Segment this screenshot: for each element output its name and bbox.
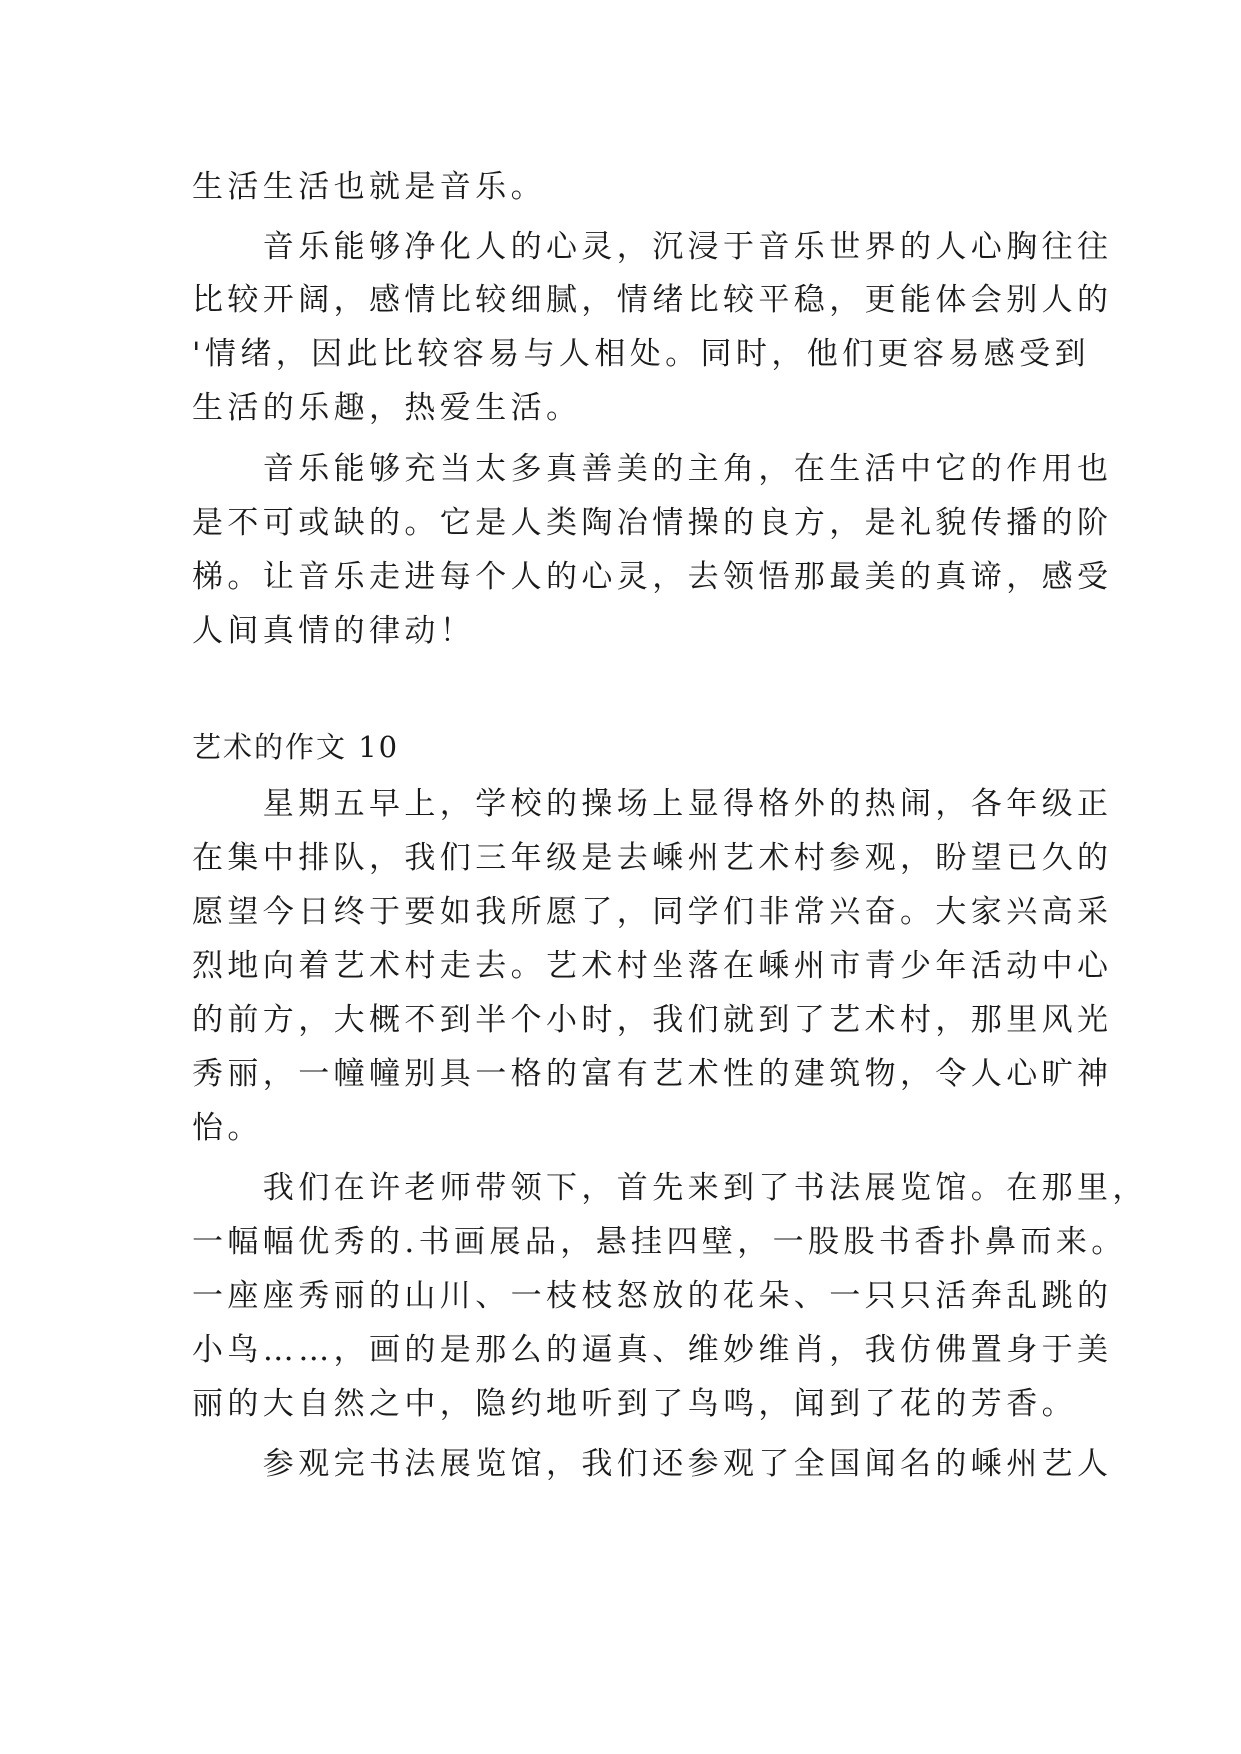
paragraph-line: 参观完书法展览馆，我们还参观了全国闻名的嵊州艺人 (192, 1446, 1113, 1482)
paragraph-line: 梯。让音乐走进每个人的心灵，去领悟那最美的真谛，感受 (192, 559, 1113, 595)
paragraph-line: '情绪，因此比较容易与人相处。同时，他们更容易感受到 (192, 336, 1090, 372)
paragraph-line: 星期五早上，学校的操场上显得格外的热闹，各年级正 (192, 786, 1113, 822)
paragraph-line: 比较开阔，感情比较细腻，情绪比较平稳，更能体会别人的 (192, 282, 1113, 318)
paragraph-line: 在集中排队，我们三年级是去嵊州艺术村参观，盼望已久的 (192, 840, 1113, 876)
paragraph-line: 小鸟……，画的是那么的逼真、维妙维肖，我仿佛置身于美 (192, 1332, 1113, 1368)
paragraph-line: 一幅幅优秀的.书画展品，悬挂四壁，一股股书香扑鼻而来。 (192, 1224, 1127, 1260)
paragraph-line: 的前方，大概不到半个小时，我们就到了艺术村，那里风光 (192, 1002, 1113, 1038)
paragraph-line: 怡。 (192, 1110, 263, 1146)
paragraph-line: 丽的大自然之中，隐约地听到了鸟鸣，闻到了花的芳香。 (192, 1386, 1077, 1422)
paragraph-line: 音乐能够充当太多真善美的主角，在生活中它的作用也 (192, 451, 1113, 487)
paragraph-line: 音乐能够净化人的心灵，沉浸于音乐世界的人心胸往往 (192, 229, 1113, 265)
paragraph-line: 秀丽，一幢幢别具一格的富有艺术性的建筑物，令人心旷神 (192, 1056, 1113, 1092)
essay-heading: 艺术的作文 10 (192, 730, 400, 764)
paragraph-line: 生活的乐趣，热爱生活。 (192, 390, 582, 426)
paragraph-line: 烈地向着艺术村走去。艺术村坐落在嵊州市青少年活动中心 (192, 948, 1113, 984)
paragraph-line: 生活生活也就是音乐。 (192, 169, 546, 205)
paragraph-line: 我们在许老师带领下，首先来到了书法展览馆。在那里， (192, 1170, 1148, 1206)
paragraph-line: 是不可或缺的。它是人类陶冶情操的良方，是礼貌传播的阶 (192, 505, 1113, 541)
paragraph-line: 愿望今日终于要如我所愿了，同学们非常兴奋。大家兴高采 (192, 894, 1113, 930)
paragraph-line: 人间真情的律动！ (192, 613, 476, 649)
paragraph-line: 一座座秀丽的山川、一枝枝怒放的花朵、一只只活奔乱跳的 (192, 1278, 1113, 1314)
